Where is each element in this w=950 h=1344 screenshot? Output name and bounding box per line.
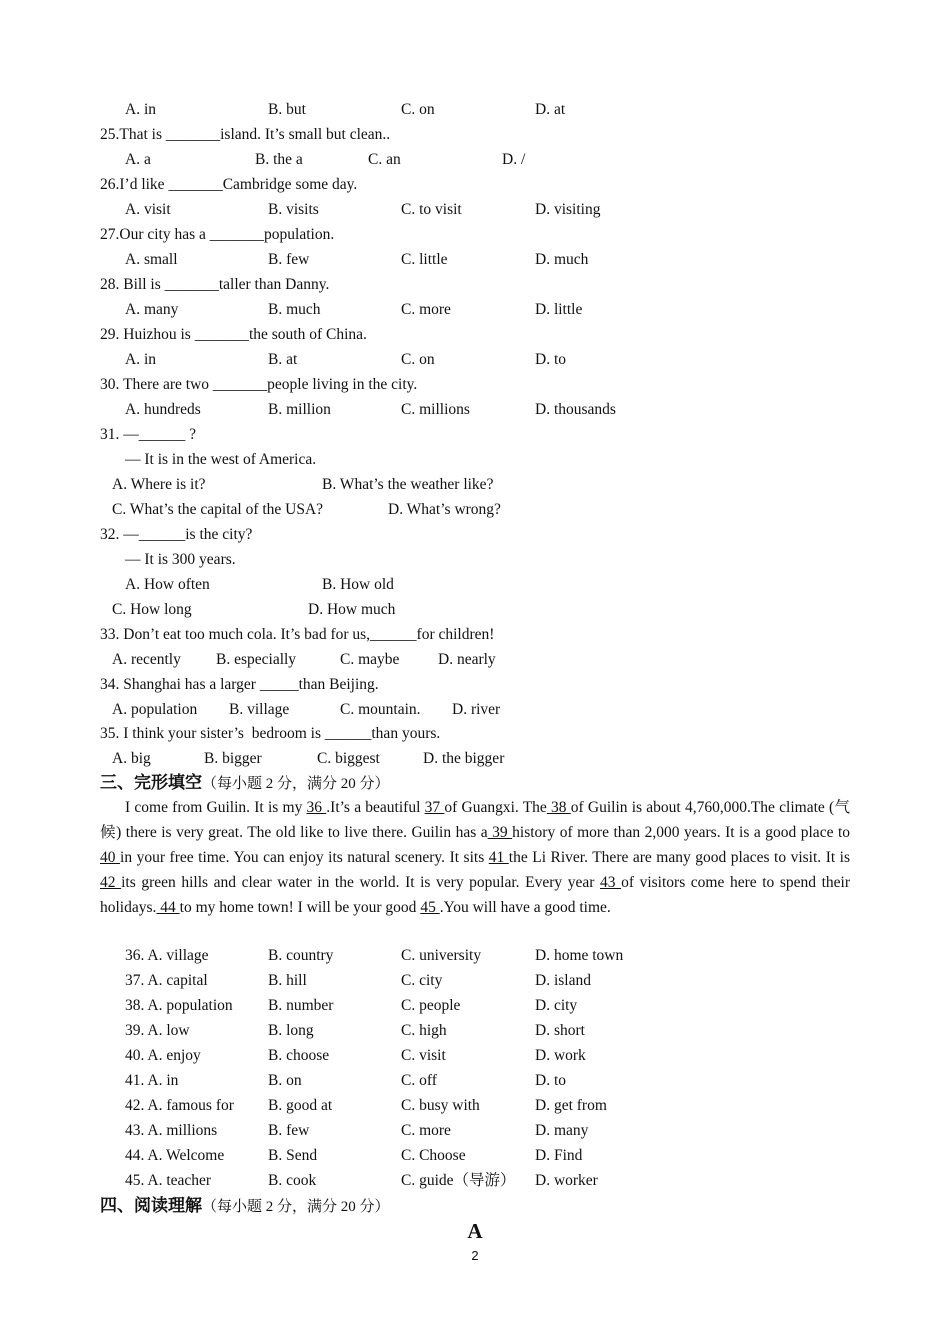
option: C. mountain. — [340, 701, 421, 718]
blank-40: 40 — [100, 849, 121, 866]
option: A. recently — [112, 651, 181, 668]
cloze-option: B. Send — [268, 1147, 318, 1164]
cloze-option: B. hill — [268, 972, 307, 989]
option: D. visiting — [535, 201, 601, 218]
cloze-option: C. guide（导游） — [401, 1172, 516, 1189]
cloze-option: 39. A. low — [125, 1022, 190, 1039]
blank-44: 44 — [156, 899, 180, 916]
blank-36: 36 — [306, 799, 327, 816]
cloze-option: C. off — [401, 1072, 437, 1089]
cloze-option: D. Find — [535, 1147, 583, 1164]
option: A. many — [125, 301, 179, 318]
option: A. in — [125, 351, 156, 368]
option: B. the a — [255, 151, 303, 168]
option: B. especially — [216, 651, 297, 668]
cloze-option: C. visit — [401, 1047, 446, 1064]
cloze-option: B. country — [268, 947, 334, 964]
question-stem: 30. There are two _______people living in the city. — [100, 376, 418, 393]
question-stem: 32. —______is the city? — [100, 526, 253, 543]
passage-text: of Guangxi. The — [444, 799, 547, 816]
passage-text: I come from Guilin. It is my — [125, 799, 307, 816]
cloze-option: C. university — [401, 947, 482, 964]
passage-text: of Guilin is about 4,760,000.The climate (气候) there is very great. The old like to live there. Guilin has a — [100, 799, 851, 841]
section-heading — [100, 773, 390, 794]
page-number: 2 — [471, 1248, 479, 1263]
option: A. small — [125, 251, 178, 268]
option: C. How long — [112, 601, 192, 618]
cloze-option: B. long — [268, 1022, 314, 1039]
cloze-option: 44. A. Welcome — [125, 1147, 225, 1164]
question-stem: 33. Don’t eat too much cola. It’s bad for us,______for children! — [100, 626, 495, 643]
cloze-option: C. busy with — [401, 1097, 480, 1114]
option: B. bigger — [204, 750, 262, 767]
option: D. nearly — [438, 651, 496, 668]
cloze-option: C. people — [401, 997, 461, 1014]
option: C. on — [401, 101, 435, 118]
passage-text: in your free time. You can enjoy its natural scenery. It sits — [120, 849, 489, 866]
question-stem: 26.I’d like _______Cambridge some day. — [100, 176, 358, 193]
option: D. / — [502, 151, 526, 168]
option: C. on — [401, 351, 435, 368]
option: D. much — [535, 251, 589, 268]
blank-43: 43 — [599, 874, 622, 891]
passage-text: of visitors come here to spend their holidays. — [100, 874, 851, 916]
passage-text: .You will have a good time. — [439, 899, 611, 916]
section-title: 三、完形填空 — [100, 773, 202, 792]
option: B. village — [229, 701, 290, 718]
option: D. river — [452, 701, 501, 718]
cloze-option: C. Choose — [401, 1147, 466, 1164]
cloze-option: C. more — [401, 1122, 451, 1139]
blank-38: 38 — [546, 799, 571, 816]
option: C. more — [401, 301, 451, 318]
cloze-option: 37. A. capital — [125, 972, 208, 989]
cloze-passage — [100, 795, 850, 920]
dialogue-answer: — It is 300 years. — [125, 551, 236, 568]
cloze-option: C. high — [401, 1022, 447, 1039]
question-stem: 29. Huizhou is _______the south of China. — [100, 326, 367, 343]
cloze-option: D. city — [535, 997, 578, 1014]
cloze-option: D. get from — [535, 1097, 607, 1114]
passage-text: to my home town! I will be your good — [179, 899, 421, 916]
option: A. hundreds — [125, 401, 201, 418]
option: A. Where is it? — [112, 476, 206, 493]
cloze-option: B. on — [268, 1072, 302, 1089]
option: D. to — [535, 351, 566, 368]
question-stem: 28. Bill is _______taller than Danny. — [100, 276, 330, 293]
option: A. in — [125, 101, 156, 118]
option: D. thousands — [535, 401, 616, 418]
passage-label: A — [467, 1219, 483, 1243]
cloze-option: D. home town — [535, 947, 624, 964]
option: A. visit — [125, 201, 171, 218]
option: B. much — [268, 301, 321, 318]
section-heading — [100, 1196, 390, 1217]
cloze-option: D. island — [535, 972, 591, 989]
blank-42: 42 — [100, 874, 122, 891]
cloze-option: 45. A. teacher — [125, 1172, 212, 1189]
cloze-option: 41. A. in — [125, 1072, 179, 1089]
option: B. How old — [322, 576, 394, 593]
option: B. What’s the weather like? — [322, 476, 494, 493]
passage-text: history of more than 2,000 years. It is a good place to — [512, 824, 851, 841]
blank-41: 41 — [488, 849, 509, 866]
option: A. population — [112, 701, 198, 718]
option: D. How much — [308, 601, 396, 618]
cloze-option: D. to — [535, 1072, 566, 1089]
option: C. maybe — [340, 651, 400, 668]
option: C. What’s the capital of the USA? — [112, 501, 324, 518]
cloze-option: D. many — [535, 1122, 589, 1139]
cloze-option: 40. A. enjoy — [125, 1047, 201, 1064]
option: B. visits — [268, 201, 319, 218]
option: D. at — [535, 101, 566, 118]
option: C. millions — [401, 401, 470, 418]
blank-37: 37 — [424, 799, 445, 816]
question-stem: 25.That is _______island. It’s small but clean.. — [100, 126, 391, 143]
option: A. a — [125, 151, 151, 168]
cloze-option: B. choose — [268, 1047, 330, 1064]
question-stem: 31. —______ ? — [100, 426, 197, 443]
cloze-option: 38. A. population — [125, 997, 233, 1014]
option: B. but — [268, 101, 306, 118]
section-note: （每小题 2 分，满分 20 分） — [202, 776, 390, 792]
option: B. at — [268, 351, 298, 368]
passage-text: its green hills and clear water in the world. It is very popular. Every year — [121, 874, 600, 891]
cloze-option: B. number — [268, 997, 334, 1014]
cloze-option: D. short — [535, 1022, 585, 1039]
question-stem: 27.Our city has a _______population. — [100, 226, 335, 243]
option: C. little — [401, 251, 448, 268]
option: C. to visit — [401, 201, 462, 218]
cloze-option: 42. A. famous for — [125, 1097, 234, 1114]
cloze-option: D. work — [535, 1047, 586, 1064]
blank-39: 39 — [487, 824, 513, 841]
option: D. little — [535, 301, 583, 318]
question-stem: 35. I think your sister’s bedroom is ______than yours. — [100, 725, 441, 742]
option: A. How often — [125, 576, 210, 593]
dialogue-answer: — It is in the west of America. — [125, 451, 317, 468]
option: B. few — [268, 251, 310, 268]
cloze-option: B. cook — [268, 1172, 317, 1189]
section-title: 四、阅读理解 — [100, 1196, 202, 1215]
passage-text: the Li River. There are many good places to visit. It is — [508, 849, 851, 866]
option: A. big — [112, 750, 151, 767]
passage-text: .It’s a beautiful — [326, 799, 425, 816]
option: D. the bigger — [423, 750, 505, 767]
cloze-option: D. worker — [535, 1172, 598, 1189]
question-stem: 34. Shanghai has a larger _____than Beijing. — [100, 676, 379, 693]
section-note: （每小题 2 分，满分 20 分） — [202, 1199, 390, 1215]
cloze-option: 43. A. millions — [125, 1122, 218, 1139]
cloze-option: C. city — [401, 972, 443, 989]
option: C. an — [368, 151, 401, 168]
option: C. biggest — [317, 750, 380, 767]
cloze-option: 36. A. village — [125, 947, 209, 964]
option: D. What’s wrong? — [388, 501, 501, 518]
cloze-option: B. good at — [268, 1097, 333, 1114]
blank-45: 45 — [420, 899, 440, 916]
cloze-option: B. few — [268, 1122, 310, 1139]
option: B. million — [268, 401, 331, 418]
